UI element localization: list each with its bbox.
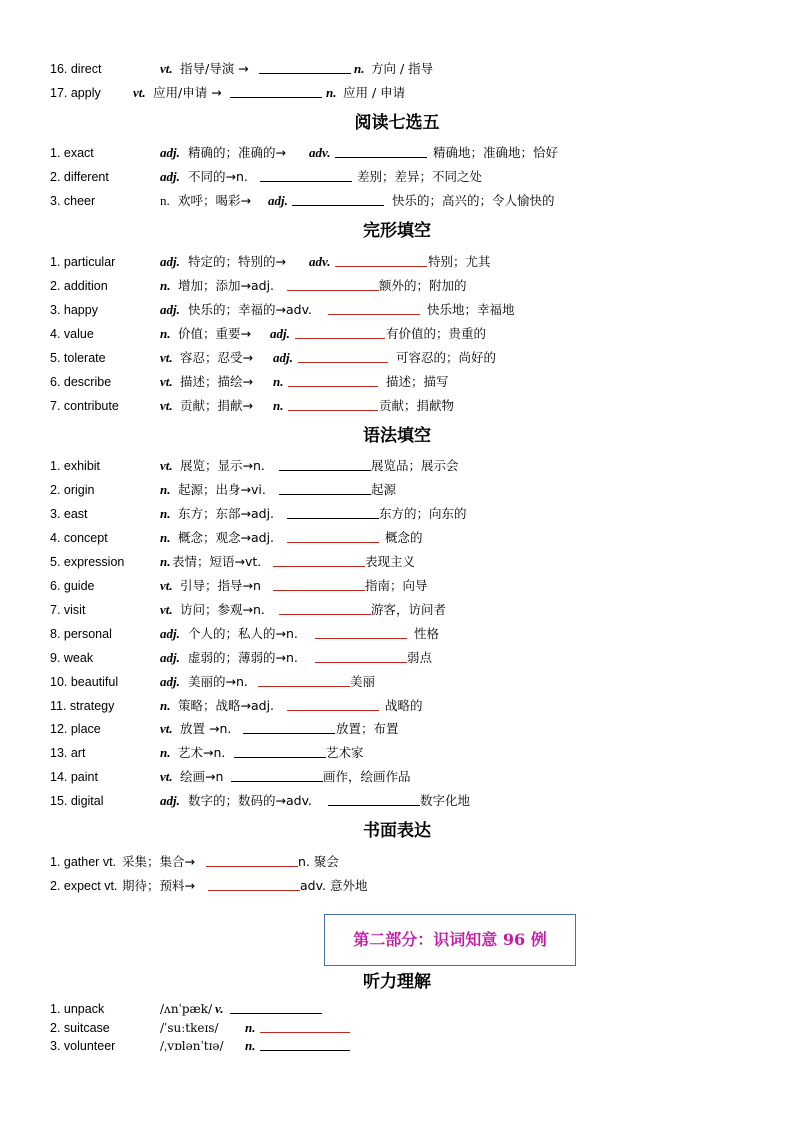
vocab-meaning: 差别；差异；不同之处 [357, 169, 483, 184]
answer-blank[interactable] [260, 167, 352, 182]
answer-blank[interactable] [335, 252, 427, 267]
vocab-meaning: 东方；东部→adj. [178, 506, 275, 521]
vocab-meaning: 方向 / 指导 [371, 61, 434, 76]
vocab-row [0, 167, 794, 187]
answer-blank[interactable] [243, 719, 335, 734]
phonetic-text: /ˈsuːtkeɪs/ [160, 1021, 219, 1035]
vocab-pos: vt. [160, 458, 173, 473]
vocab-row [0, 999, 794, 1019]
vocab-pos: adv. [309, 254, 331, 269]
vocab-pos: n. [245, 1020, 256, 1035]
vocab-meaning: 弱点 [407, 650, 433, 665]
vocab-meaning: 概念的 [385, 530, 423, 545]
vocab-word: 1. particular [50, 255, 116, 269]
vocab-meaning: 指南；向导 [365, 578, 428, 593]
vocab-row [0, 504, 794, 524]
answer-blank[interactable] [258, 672, 350, 687]
answer-blank[interactable] [287, 528, 379, 543]
vocab-meaning: 策略；战略→adj. [178, 698, 275, 713]
vocab-word: 1. gather vt. [50, 855, 117, 869]
vocab-word: 6. guide [50, 579, 95, 593]
vocab-pos: adj. [160, 169, 180, 184]
vocab-meaning: 描述；描写 [386, 374, 449, 389]
section-title-reading: 阅读七选五 [354, 113, 440, 133]
vocab-pos: vt. [160, 721, 173, 736]
section-title-listening: 听力理解 [363, 972, 431, 992]
vocab-meaning: 放置 →n. [180, 721, 232, 736]
vocab-pos: vt. [160, 350, 173, 365]
vocab-row [0, 191, 794, 211]
vocab-pos: n. [326, 85, 337, 100]
vocab-meaning: 数字化地 [420, 793, 471, 808]
answer-blank[interactable] [231, 767, 323, 782]
vocab-meaning: 欢呼；喝彩→ [178, 193, 251, 208]
answer-blank[interactable] [234, 743, 326, 758]
vocab-pos: adv. [309, 145, 331, 160]
vocab-row [0, 791, 794, 811]
vocab-meaning: 艺术家 [326, 745, 364, 760]
vocab-meaning: 游客，访问者 [371, 602, 447, 617]
vocab-meaning: 快乐地；幸福地 [427, 302, 515, 317]
vocab-pos: adj. [270, 326, 290, 341]
vocab-row [0, 648, 794, 668]
answer-blank[interactable] [287, 696, 379, 711]
answer-blank[interactable] [208, 876, 300, 891]
vocab-meaning: 应用 / 申请 [343, 85, 406, 100]
vocab-word: 11. strategy [50, 699, 115, 713]
vocab-meaning: 特别；尤其 [428, 254, 491, 269]
vocab-word: 5. expression [50, 555, 125, 569]
vocab-meaning: 美丽的→n. [188, 674, 248, 689]
vocab-word: 8. personal [50, 627, 112, 641]
vocab-pos: adj. [273, 350, 293, 365]
vocab-pos: n. [160, 193, 170, 208]
vocab-row [0, 552, 794, 572]
vocab-meaning: 性格 [414, 626, 440, 641]
vocab-meaning: 快乐的；高兴的；令人愉快的 [392, 193, 555, 208]
vocab-meaning: 访问；参观→n. [180, 602, 265, 617]
vocab-pos: vt. [160, 61, 173, 76]
answer-blank[interactable] [315, 648, 407, 663]
vocab-word: 2. different [50, 170, 109, 184]
vocab-word: 3. east [50, 507, 88, 521]
vocab-meaning: adv. 意外地 [300, 878, 368, 893]
vocab-meaning: 个人的；私人的→n. [188, 626, 298, 641]
answer-blank[interactable] [273, 576, 365, 591]
answer-blank[interactable] [260, 1018, 350, 1033]
vocab-pos: adj. [268, 193, 288, 208]
part-two-banner: 第二部分：识词知意 96 例 [324, 914, 576, 966]
answer-blank[interactable] [260, 1036, 350, 1051]
vocab-word: 2. suitcase [50, 1021, 110, 1035]
vocab-word: 1. exhibit [50, 459, 101, 473]
vocab-meaning: 快乐的；幸福的→adv. [188, 302, 312, 317]
vocab-row [0, 480, 794, 500]
section-title-writing: 书面表达 [363, 821, 431, 841]
vocab-word: 14. paint [50, 770, 98, 784]
vocab-meaning: 表情；短语→vt. [172, 554, 262, 569]
answer-blank[interactable] [328, 791, 420, 806]
vocab-meaning: 指导/导演 → [180, 61, 249, 76]
vocab-word: 3. volunteer [50, 1039, 116, 1053]
vocab-pos: n. [354, 61, 365, 76]
vocab-meaning: 展览品；展示会 [371, 458, 459, 473]
vocab-word: 3. cheer [50, 194, 96, 208]
answer-blank[interactable] [279, 456, 371, 471]
phonetic-text: /ʌnˈpæk/ [160, 1002, 213, 1016]
vocab-word: 12. place [50, 722, 101, 736]
vocab-row [0, 348, 794, 368]
vocab-row [0, 83, 794, 103]
vocab-row [0, 743, 794, 763]
vocab-pos: vt. [160, 578, 173, 593]
vocab-word: 2. expect vt. [50, 879, 118, 893]
vocab-meaning: 精确地；准确地；恰好 [433, 145, 559, 160]
vocab-pos: n. [273, 398, 284, 413]
vocab-meaning: 不同的→n. [188, 169, 248, 184]
vocab-row [0, 528, 794, 548]
vocab-row [0, 324, 794, 344]
vocab-word: 1. unpack [50, 1002, 105, 1016]
vocab-meaning: 应用/申请 → [153, 85, 222, 100]
answer-blank[interactable] [230, 83, 322, 98]
vocab-meaning: 放置；布置 [336, 721, 399, 736]
answer-blank[interactable] [315, 624, 407, 639]
vocab-word: 13. art [50, 746, 86, 760]
vocab-pos: vt. [160, 602, 173, 617]
vocab-pos: adj. [160, 302, 180, 317]
answer-blank[interactable] [259, 59, 351, 74]
answer-blank[interactable] [287, 504, 379, 519]
answer-blank[interactable] [295, 324, 385, 339]
vocab-meaning: 精确的；准确的→ [188, 145, 286, 160]
section-title-grammar: 语法填空 [363, 426, 431, 446]
vocab-row [0, 672, 794, 692]
vocab-pos: adj. [160, 626, 180, 641]
answer-blank[interactable] [328, 300, 420, 315]
vocab-meaning: 描述；描绘→ [180, 374, 253, 389]
vocab-row [0, 852, 794, 872]
vocab-meaning: 画作，绘画作品 [323, 769, 411, 784]
vocab-word: 6. describe [50, 375, 112, 389]
vocab-row [0, 143, 794, 163]
vocab-row [0, 696, 794, 716]
vocab-meaning: 有价值的；贵重的 [386, 326, 487, 341]
answer-blank[interactable] [288, 372, 378, 387]
vocab-word: 7. contribute [50, 399, 119, 413]
answer-blank[interactable] [292, 191, 384, 206]
vocab-pos: n. [160, 506, 171, 521]
vocab-meaning: 战略的 [385, 698, 423, 713]
vocab-word: 10. beautiful [50, 675, 119, 689]
vocab-pos: adj. [160, 793, 180, 808]
vocab-row [0, 767, 794, 787]
vocab-row [0, 600, 794, 620]
vocab-word: 9. weak [50, 651, 94, 665]
vocab-meaning: 贡献；捐献→ [180, 398, 253, 413]
answer-blank[interactable] [298, 348, 388, 363]
phonetic-text: /ˌvɒlənˈtɪə/ [160, 1039, 224, 1053]
vocab-row [0, 456, 794, 476]
vocab-meaning: 绘画→n [180, 769, 224, 784]
vocab-word: 16. direct [50, 62, 102, 76]
vocab-pos: adj. [160, 254, 180, 269]
vocab-pos: n. [160, 530, 171, 545]
vocab-pos: adj. [160, 145, 180, 160]
answer-blank[interactable] [273, 552, 365, 567]
vocab-word: 15. digital [50, 794, 104, 808]
vocab-row [0, 876, 794, 896]
vocab-word: 2. addition [50, 279, 108, 293]
vocab-pos: vt. [160, 769, 173, 784]
answer-blank[interactable] [287, 276, 379, 291]
vocab-row [0, 300, 794, 320]
vocab-word: 1. exact [50, 146, 94, 160]
vocab-meaning: 东方的；向东的 [379, 506, 467, 521]
vocab-meaning: 美丽 [350, 674, 376, 689]
section-title-cloze: 完形填空 [363, 221, 431, 241]
vocab-meaning: 表现主义 [365, 554, 416, 569]
vocab-row [0, 624, 794, 644]
vocab-word: 17. apply [50, 86, 101, 100]
vocab-meaning: 艺术→n. [178, 745, 226, 760]
vocab-meaning: 起源；出身→vi. [178, 482, 266, 497]
vocab-pos: n. [245, 1038, 256, 1053]
vocab-row [0, 59, 794, 79]
vocab-meaning: 贡献；捐献物 [379, 398, 455, 413]
vocab-meaning: 容忍；忍受→ [180, 350, 253, 365]
vocab-row [0, 576, 794, 596]
vocab-meaning: 引导；指导→n [180, 578, 261, 593]
vocab-meaning: 增加；添加→adj. [178, 278, 275, 293]
vocab-pos: vt. [133, 85, 146, 100]
vocab-word: 4. concept [50, 531, 108, 545]
vocab-meaning: 期待；预料→ [122, 878, 195, 893]
vocab-pos: vt. [160, 398, 173, 413]
vocab-row [0, 396, 794, 416]
vocab-row [0, 1018, 794, 1038]
vocab-meaning: 采集；集合→ [122, 854, 195, 869]
vocab-meaning: 虚弱的；薄弱的→n. [188, 650, 298, 665]
vocab-meaning: 特定的；特别的→ [188, 254, 286, 269]
vocab-pos: n. [160, 698, 171, 713]
answer-blank[interactable] [279, 600, 371, 615]
vocab-pos: v. [215, 1001, 224, 1016]
vocab-pos: adj. [160, 674, 180, 689]
vocab-pos: n. [160, 278, 171, 293]
answer-blank[interactable] [279, 480, 371, 495]
vocab-row [0, 719, 794, 739]
vocab-meaning: 数字的；数码的→adv. [188, 793, 312, 808]
vocab-meaning: 起源 [371, 482, 397, 497]
vocab-word: 5. tolerate [50, 351, 106, 365]
vocab-pos: n. [160, 326, 171, 341]
vocab-meaning: n. 聚会 [298, 854, 339, 869]
vocab-row [0, 276, 794, 296]
answer-blank[interactable] [206, 852, 298, 867]
vocab-pos: vt. [160, 374, 173, 389]
vocab-meaning: 价值；重要→ [178, 326, 251, 341]
vocab-meaning: 展览；显示→n. [180, 458, 265, 473]
vocab-meaning: 额外的；附加的 [379, 278, 467, 293]
answer-blank[interactable] [288, 396, 378, 411]
vocab-meaning: 概念；观念→adj. [178, 530, 275, 545]
vocab-pos: n. [160, 745, 171, 760]
answer-blank[interactable] [230, 999, 322, 1014]
vocab-word: 7. visit [50, 603, 86, 617]
vocab-row [0, 1036, 794, 1056]
vocab-meaning: 可容忍的；尚好的 [396, 350, 497, 365]
vocab-pos: n. [160, 554, 171, 569]
vocab-word: 4. value [50, 327, 94, 341]
answer-blank[interactable] [335, 143, 427, 158]
vocab-word: 3. happy [50, 303, 98, 317]
vocab-pos: n. [160, 482, 171, 497]
vocab-pos: adj. [160, 650, 180, 665]
vocab-row [0, 372, 794, 392]
vocab-row [0, 252, 794, 272]
vocab-word: 2. origin [50, 483, 95, 497]
vocab-pos: n. [273, 374, 284, 389]
